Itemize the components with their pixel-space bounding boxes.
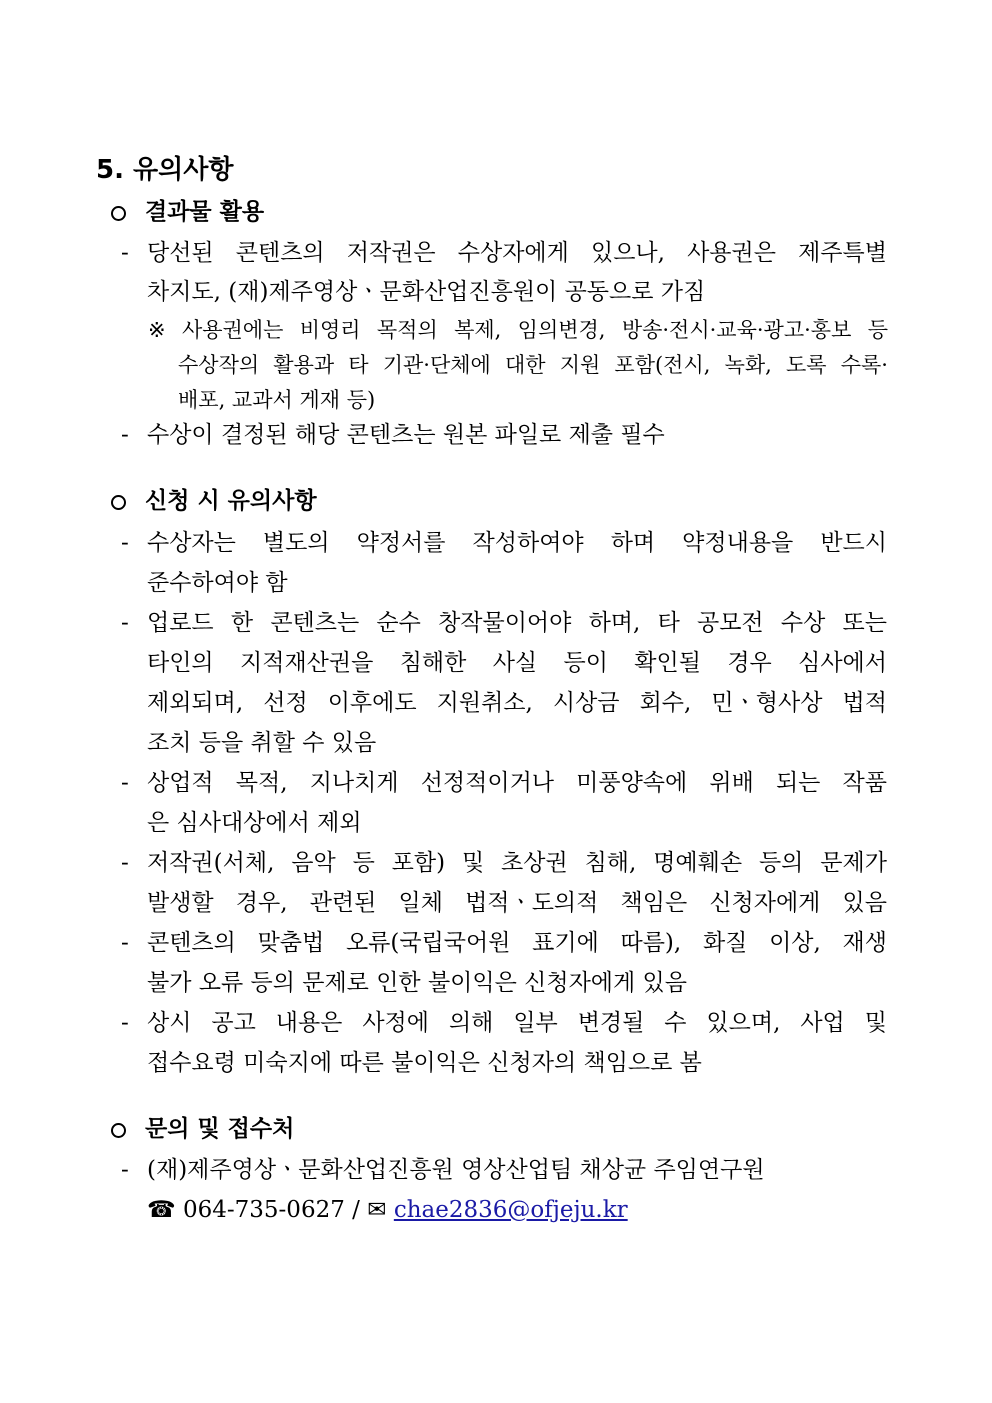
subsection-heading-notice: 신청 시 유의사항 [145,488,317,514]
dash-bullet: - [121,930,129,956]
dash-bullet: - [121,770,129,796]
item-line: 불가 오류 등의 문제로 인한 불이익은 신청자에게 있음 [147,970,687,996]
dash-bullet: - [121,610,129,636]
note-line: 배포, 교과서 게재 등) [178,388,376,412]
circle-bullet-icon [111,206,126,221]
dash-bullet: - [121,850,129,876]
item-line: 수상자는 별도의 약정서를 작성하여야 하며 약정내용을 반드시 [147,530,887,556]
item-line: 상업적 목적, 지나치게 선정적이거나 미풍양속에 위배 되는 작품 [147,770,887,796]
item-line: 저작권(서체, 음악 등 포함) 및 초상권 침해, 명예훼손 등의 문제가 [147,850,887,876]
item-line: 조치 등을 취할 수 있음 [147,730,377,756]
dash-bullet: - [121,240,129,266]
dash-bullet: - [121,1010,129,1036]
circle-bullet-icon [111,495,126,510]
item-line: 발생할 경우, 관련된 일체 법적ㆍ도의적 책임은 신청자에게 있음 [147,890,887,916]
phone-icon: ☎ [147,1197,176,1223]
subsection-heading-contact: 문의 및 접수처 [145,1116,295,1142]
item-line: 접수요령 미숙지에 따른 불이익은 신청자의 책임으로 봄 [147,1050,702,1076]
item-line: 차지도, (재)제주영상ㆍ문화산업진흥원이 공동으로 가짐 [147,279,706,305]
dash-bullet: - [121,422,129,448]
dash-bullet: - [121,1157,129,1183]
contact-separator: / [352,1197,360,1223]
item-line: 은 심사대상에서 제외 [147,810,362,836]
dash-bullet: - [121,530,129,556]
email-link[interactable]: chae2836@ofjeju.kr [393,1197,628,1223]
mail-icon: ✉ [367,1197,387,1223]
item-line: 업로드 한 콘텐츠는 순수 창작물이어야 하며, 타 공모전 수상 또는 [147,610,887,636]
item-line: (재)제주영상ㆍ문화산업진흥원 영상산업팀 채상균 주임연구원 [147,1157,765,1183]
section-title: 5. 유의사항 [96,155,234,185]
item-line: 상시 공고 내용은 사정에 의해 일부 변경될 수 있으며, 사업 및 [147,1010,887,1036]
item-line: 콘텐츠의 맞춤법 오류(국립국어원 표기에 따름), 화질 이상, 재생 [147,930,887,956]
circle-bullet-icon [111,1123,126,1138]
item-line: 당선된 콘텐츠의 저작권은 수상자에게 있으나, 사용권은 제주특별 [147,240,887,266]
note-line: 수상작의 활용과 타 기관·단체에 대한 지원 포함(전시, 녹화, 도록 수록· [178,353,888,377]
item-line: 타인의 지적재산권을 침해한 사실 등이 확인될 경우 심사에서 [147,650,887,676]
item-line: 제외되며, 선정 이후에도 지원취소, 시상금 회수, 민ㆍ형사상 법적 [147,690,887,716]
subsection-heading-usage: 결과물 활용 [145,199,265,225]
item-line: 준수하여야 함 [147,570,288,596]
note-line: ※ 사용권에는 비영리 목적의 복제, 임의변경, 방송·전시·교육·광고·홍보 등 [148,318,888,342]
item-line: 수상이 결정된 해당 콘텐츠는 원본 파일로 제출 필수 [147,422,665,448]
phone-number: 064-735-0627 [182,1197,345,1223]
contact-line [147,1195,628,1225]
